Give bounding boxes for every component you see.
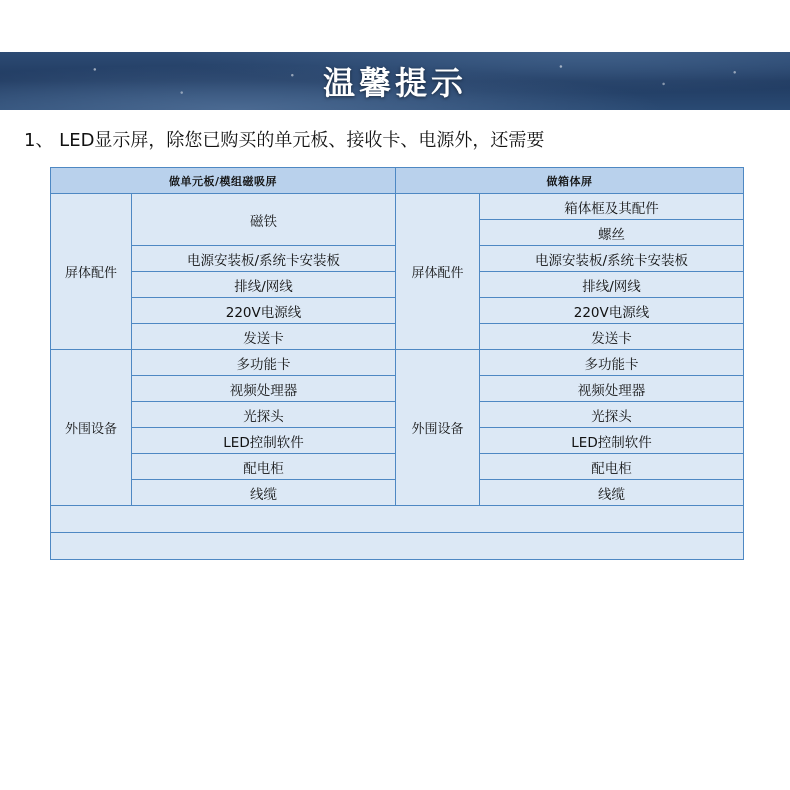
notice-text: 1、 LED显示屏，除您已购买的单元板、接收卡、电源外，还需要	[24, 130, 545, 151]
title-banner	[0, 52, 790, 110]
accessories-table	[50, 167, 744, 560]
empty-cell	[51, 533, 744, 560]
empty-row	[51, 506, 744, 533]
table-cell: 磁铁	[132, 194, 396, 246]
table-row	[51, 350, 744, 376]
right-group-label: 屏体配件	[396, 194, 480, 350]
table-cell: 220V电源线	[480, 298, 744, 324]
table-cell: 发送卡	[132, 324, 396, 350]
table-cell: 配电柜	[132, 454, 396, 480]
header-right: 做箱体屏	[396, 168, 744, 194]
table-cell: 排线/网线	[480, 272, 744, 298]
empty-row	[51, 533, 744, 560]
right-group-label: 外围设备	[396, 350, 480, 506]
table-cell: 线缆	[132, 480, 396, 506]
table-cell: 视频处理器	[132, 376, 396, 402]
table-cell: 螺丝	[480, 220, 744, 246]
table-header-row	[51, 168, 744, 194]
table-cell: 多功能卡	[480, 350, 744, 376]
table-cell: 箱体框及其配件	[480, 194, 744, 220]
table-row	[51, 194, 744, 220]
table-cell: 多功能卡	[132, 350, 396, 376]
table-cell: 220V电源线	[132, 298, 396, 324]
table-cell: 电源安装板/系统卡安装板	[132, 246, 396, 272]
banner-title: 温馨提示	[322, 64, 467, 102]
table-cell: 排线/网线	[132, 272, 396, 298]
table-cell: 光探头	[480, 402, 744, 428]
empty-cell	[51, 506, 744, 533]
table-cell: 光探头	[132, 402, 396, 428]
table-cell: 线缆	[480, 480, 744, 506]
left-group-label: 外围设备	[51, 350, 132, 506]
table-cell: 视频处理器	[480, 376, 744, 402]
table-cell: LED控制软件	[132, 428, 396, 454]
table-cell: 发送卡	[480, 324, 744, 350]
header-left: 做单元板/模组磁吸屏	[51, 168, 396, 194]
table-cell: 电源安装板/系统卡安装板	[480, 246, 744, 272]
left-group-label: 屏体配件	[51, 194, 132, 350]
table-cell: LED控制软件	[480, 428, 744, 454]
table-cell: 配电柜	[480, 454, 744, 480]
